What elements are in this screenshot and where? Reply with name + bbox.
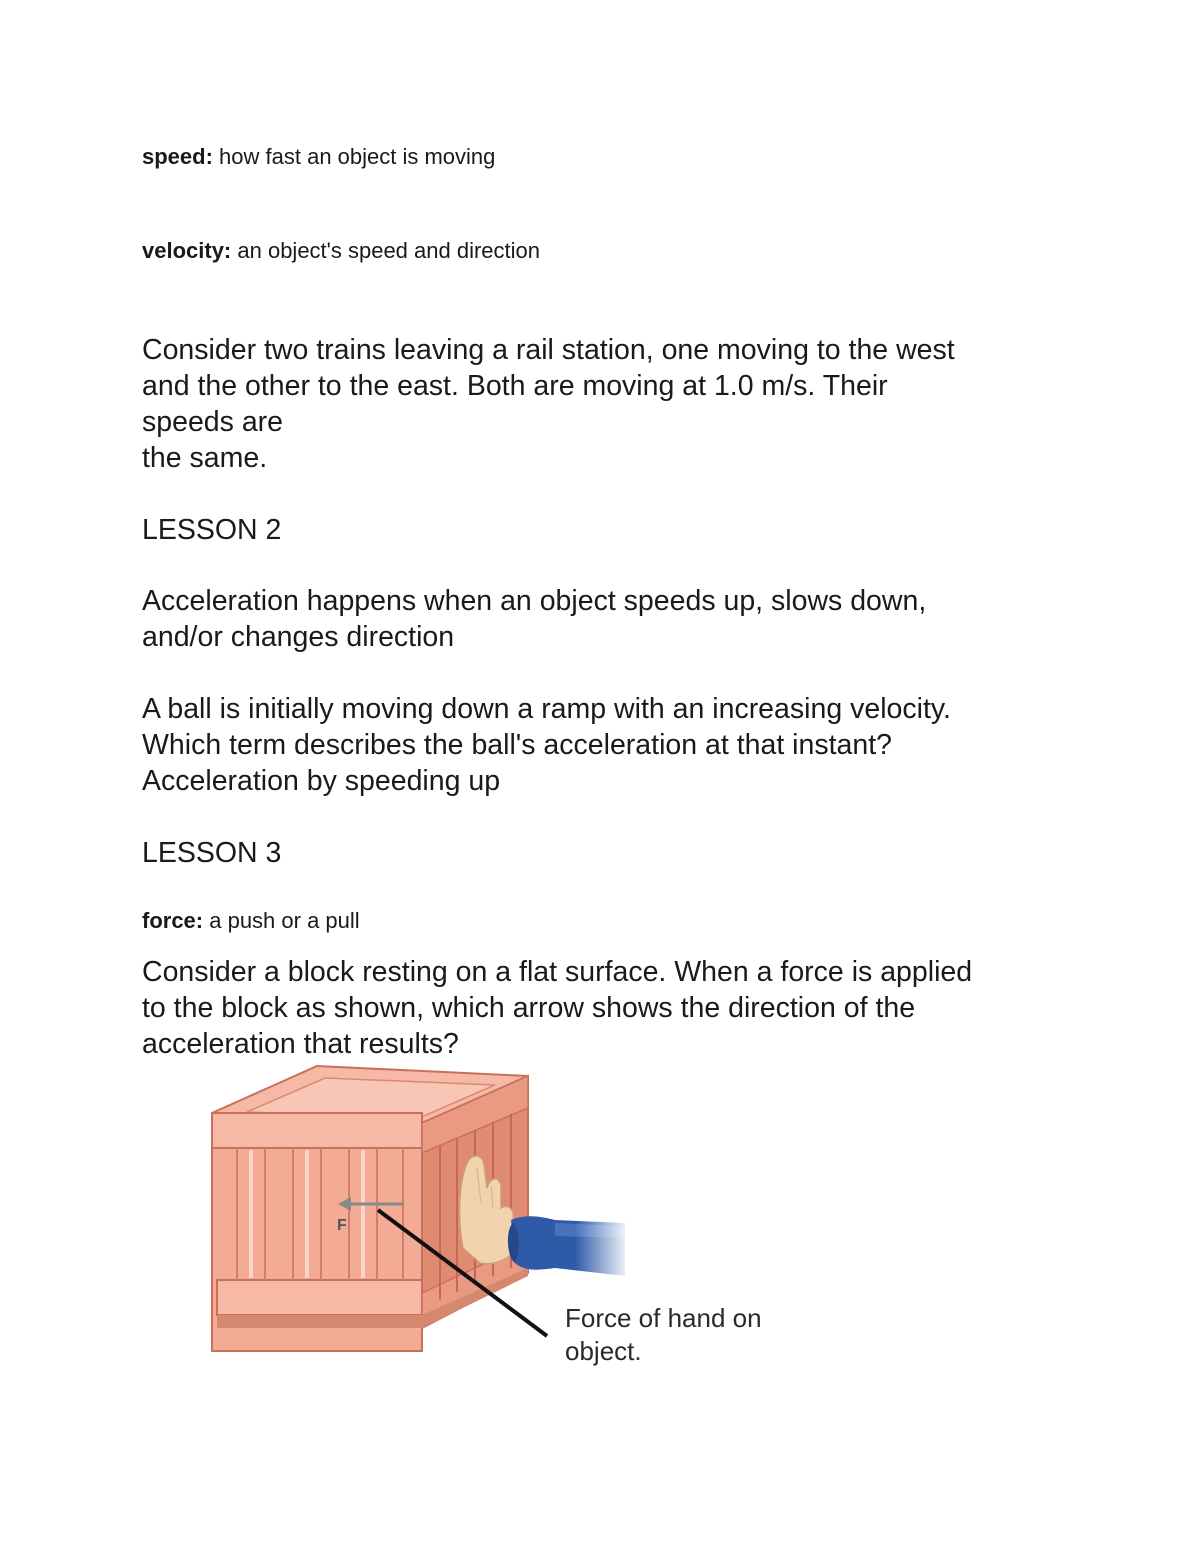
sleeve-fade — [575, 1208, 630, 1283]
block-line: Consider a block resting on a flat surface. When a force is applied — [142, 956, 973, 988]
block-line: to the block as shown, which arrow shows the direction of the — [142, 992, 916, 1024]
velocity-text: an object's speed and direction — [231, 238, 541, 263]
figure-caption-line: object. — [565, 1336, 642, 1366]
trains-line: and the other to the east. Both are moving at 1.0 m/s. Their — [142, 370, 888, 402]
ball-paragraph — [142, 691, 1102, 799]
velocity-definition — [142, 237, 540, 265]
force-definition — [142, 907, 360, 935]
trains-paragraph — [142, 332, 1102, 476]
figure-caption-line: Force of hand on — [565, 1303, 762, 1333]
block-line: acceleration that results? — [142, 1028, 459, 1060]
block-paragraph — [142, 954, 1102, 1062]
acceleration-line: and/or changes direction — [142, 621, 455, 653]
trains-line: speeds are — [142, 406, 284, 438]
speed-text: how fast an object is moving — [212, 144, 496, 169]
ball-line: A ball is initially moving down a ramp with an increasing velocity. — [142, 693, 951, 725]
crate-front-bottom-rail — [217, 1280, 422, 1315]
force-symbol-label: F — [337, 1217, 347, 1234]
speed-definition — [142, 143, 495, 171]
figure-caption — [565, 1302, 762, 1368]
crate-front-top-rail — [212, 1113, 422, 1148]
force-text: a push or a pull — [203, 908, 360, 933]
trains-line: the same. — [142, 442, 268, 474]
lesson3-heading: LESSON 3 — [142, 837, 282, 869]
acceleration-line: Acceleration happens when an object speeds up, slows down, — [142, 585, 927, 617]
acceleration-paragraph — [142, 583, 1102, 655]
ball-line: Acceleration by speeding up — [142, 765, 501, 797]
ball-line: Which term describes the ball's acceleration at that instant? — [142, 729, 892, 761]
lesson2-heading: LESSON 2 — [142, 514, 282, 546]
trains-line: Consider two trains leaving a rail station, one moving to the west — [142, 334, 955, 366]
speed-term: speed: — [142, 144, 213, 169]
force-term: force: — [142, 908, 204, 933]
velocity-term: velocity: — [142, 238, 232, 263]
